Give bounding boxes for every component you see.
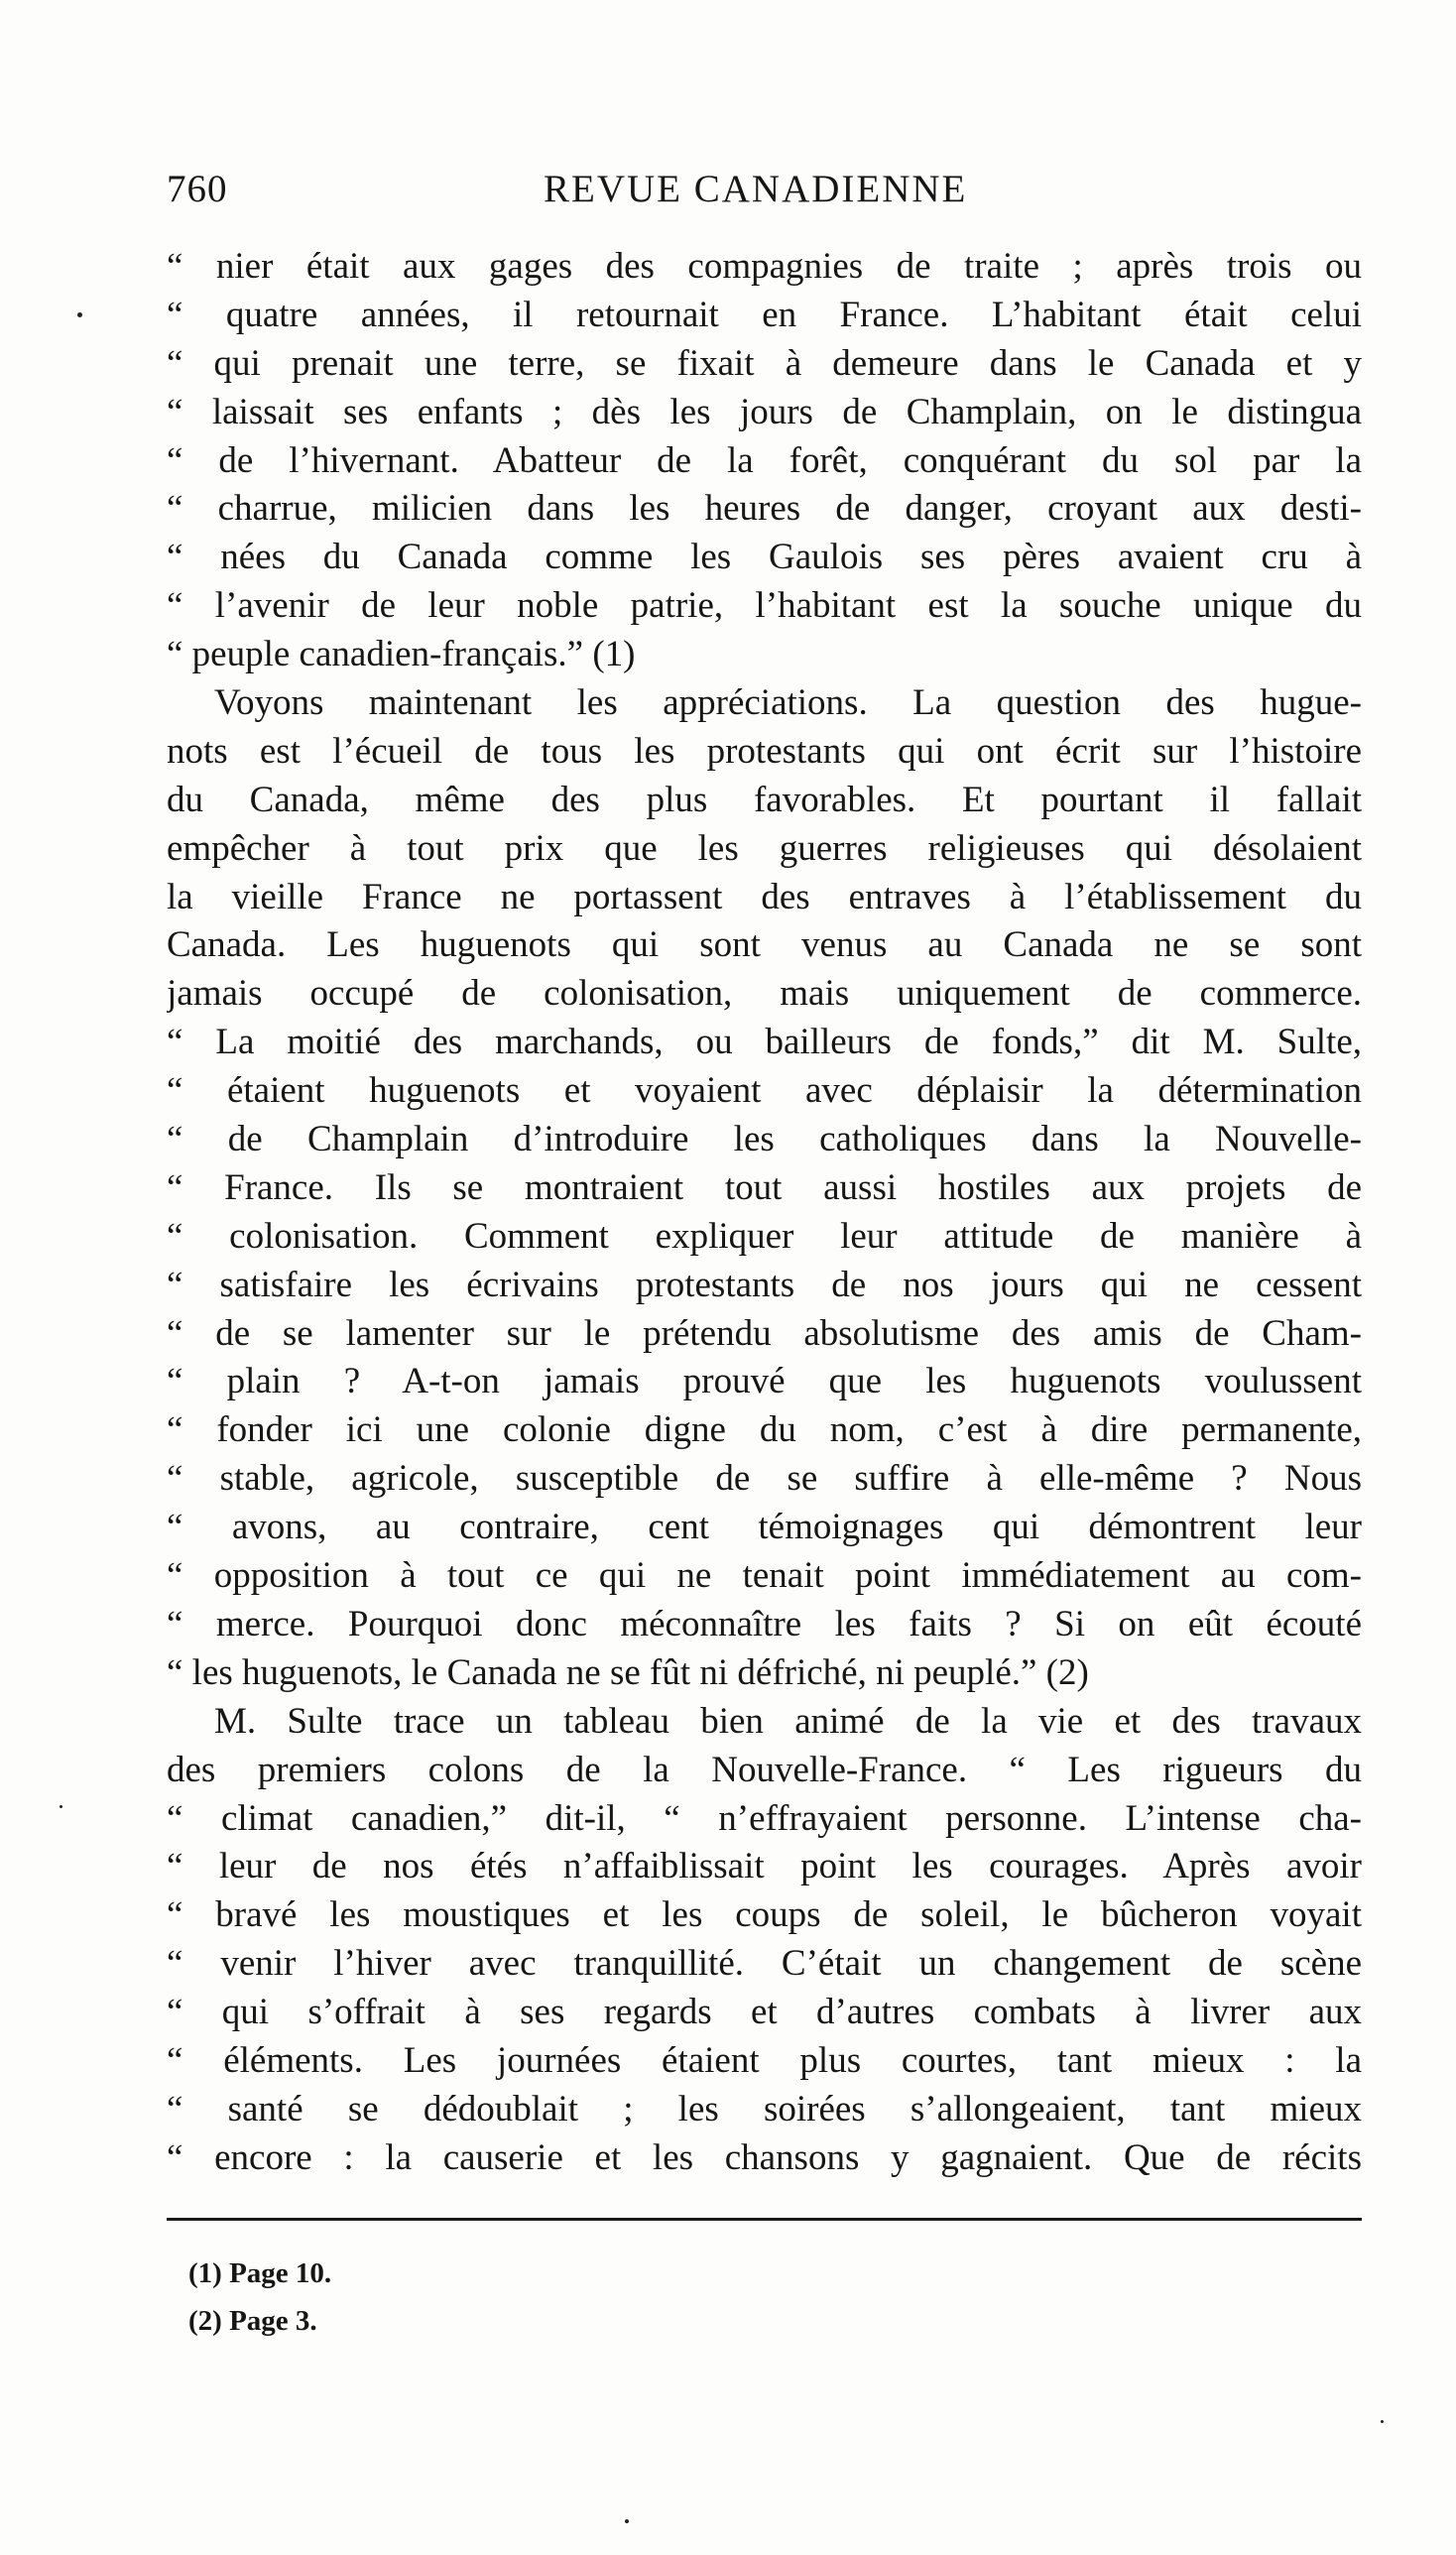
text-line: “ satisfaire les écrivains protestants de nos jours qui ne cessent xyxy=(167,1264,1362,1305)
text-line: “ merce. Pourquoi donc méconnaître les faits ? Si on eût écouté xyxy=(167,1603,1362,1644)
paragraph-start-line: Voyons maintenant les appréciations. La question des hugue- xyxy=(214,682,1362,724)
text-line: du Canada, même des plus favorables. Et pourtant il fallait xyxy=(167,779,1362,820)
page-number: 760 xyxy=(167,168,228,210)
text-line: “ éléments. Les journées étaient plus courtes, tant mieux : la xyxy=(167,2039,1362,2081)
print-speck xyxy=(60,1805,62,1808)
print-speck xyxy=(77,312,82,317)
text-line: “ quatre années, il retournait en France. L’habitant était celui xyxy=(167,294,1362,335)
text-line: “ les huguenots, le Canada ne se fût ni défriché, ni peuplé.” (2) xyxy=(167,1651,1089,1693)
print-speck xyxy=(1381,2420,1384,2423)
text-line: “ qui prenait une terre, se fixait à demeure dans le Canada et y xyxy=(167,342,1362,384)
text-line: “ de se lamenter sur le prétendu absolutisme des amis de Cham- xyxy=(167,1312,1362,1354)
text-line: Canada. Les huguenots qui sont venus au Canada ne se sont xyxy=(167,924,1362,966)
running-title: REVUE CANADIENNE xyxy=(544,168,968,210)
text-line: “ La moitié des marchands, ou bailleurs de fonds,” dit M. Sulte, xyxy=(167,1022,1362,1063)
print-speck xyxy=(625,2519,629,2523)
paragraph-start-line: M. Sulte trace un tableau bien animé de la vie et des travaux xyxy=(214,1700,1362,1742)
text-line: jamais occupé de colonisation, mais uniquement de commerce. xyxy=(167,973,1362,1015)
footnote-1: (1) Page 10. xyxy=(188,2257,332,2289)
footnotes xyxy=(188,2250,1329,2345)
text-line: “ de l’hivernant. Abatteur de la forêt, conquérant du sol par la xyxy=(167,439,1362,481)
text-line: “ charrue, milicien dans les heures de danger, croyant aux desti- xyxy=(167,488,1362,530)
text-line: “ nées du Canada comme les Gaulois ses pères avaient cru à xyxy=(167,537,1362,578)
footnote-divider xyxy=(167,2218,1362,2221)
body-text xyxy=(167,243,1362,2183)
text-line: “ climat canadien,” dit-il, “ n’effrayaient personne. L’intense cha- xyxy=(167,1797,1362,1839)
text-line: “ peuple canadien-français.” (1) xyxy=(167,634,636,675)
text-line: nots est l’écueil de tous les protestants qui ont écrit sur l’histoire xyxy=(167,730,1362,772)
page-header xyxy=(167,167,1357,216)
text-line: “ avons, au contraire, cent témoignages qui démontrent leur xyxy=(167,1507,1362,1548)
footnote-2: (2) Page 3. xyxy=(188,2305,317,2337)
text-line: la vieille France ne portassent des entraves à l’établissement du xyxy=(167,876,1362,917)
text-line: “ leur de nos étés n’affaiblissait point les courages. Après avoir xyxy=(167,1846,1362,1887)
text-line: “ venir l’hiver avec tranquillité. C’était un changement de scène xyxy=(167,1943,1362,1985)
text-line: des premiers colons de la Nouvelle-France. “ Les rigueurs du xyxy=(167,1749,1362,1790)
text-line: “ étaient huguenots et voyaient avec déplaisir la détermination xyxy=(167,1070,1362,1112)
text-line: “ stable, agricole, susceptible de se suffire à elle-même ? Nous xyxy=(167,1458,1362,1500)
text-line: “ de Champlain d’introduire les catholiques dans la Nouvelle- xyxy=(167,1119,1362,1160)
text-line: “ plain ? A-t-on jamais prouvé que les huguenots voulussent xyxy=(167,1361,1362,1402)
text-line: empêcher à tout prix que les guerres religieuses qui désolaient xyxy=(167,827,1362,869)
text-line: “ bravé les moustiques et les coups de soleil, le bûcheron voyait xyxy=(167,1894,1362,1936)
text-line: “ santé se dédoublait ; les soirées s’allongeaient, tant mieux xyxy=(167,2088,1362,2129)
text-line: “ laissait ses enfants ; dès les jours de Champlain, on le distingua xyxy=(167,391,1362,432)
text-line: “ opposition à tout ce qui ne tenait point immédiatement au com- xyxy=(167,1555,1362,1597)
text-line: “ colonisation. Comment expliquer leur attitude de manière à xyxy=(167,1215,1362,1257)
text-line: “ qui s’offrait à ses regards et d’autres combats à livrer aux xyxy=(167,1992,1362,2033)
text-line: “ l’avenir de leur noble patrie, l’habitant est la souche unique du xyxy=(167,585,1362,627)
text-line: “ nier était aux gages des compagnies de traite ; après trois ou xyxy=(167,246,1362,287)
text-line: “ encore : la causerie et les chansons y gagnaient. Que de récits xyxy=(167,2136,1362,2178)
text-line: “ fonder ici une colonie digne du nom, c’est à dire permanente, xyxy=(167,1409,1362,1451)
text-line: “ France. Ils se montraient tout aussi hostiles aux projets de xyxy=(167,1166,1362,1208)
